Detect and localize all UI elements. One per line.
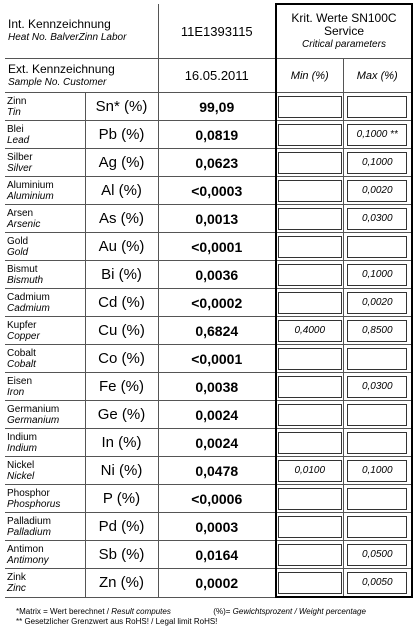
element-name-en: Bismuth	[7, 274, 44, 286]
element-max-value	[347, 348, 407, 370]
element-name-cell	[5, 513, 85, 541]
element-name-en: Silver	[7, 162, 33, 174]
element-max-cell	[343, 345, 412, 373]
header-row-internal	[5, 4, 412, 59]
element-name-de: Germanium	[7, 403, 60, 415]
element-row	[5, 457, 412, 485]
element-symbol: Co (%)	[85, 345, 158, 373]
element-min-value	[278, 488, 342, 510]
external-id-value: 16.05.2011	[158, 59, 276, 93]
element-symbol: Bi (%)	[85, 261, 158, 289]
element-measured-value: 0,0478	[158, 457, 276, 485]
header-row-external	[5, 59, 412, 93]
min-column-header: Min (%)	[276, 59, 343, 93]
element-min-value	[278, 348, 342, 370]
element-max-cell	[343, 401, 412, 429]
footnote-matrix-en: Result computes	[111, 607, 171, 616]
element-name-en: Cadmium	[7, 302, 50, 314]
element-name-de: Blei	[7, 123, 24, 135]
element-row	[5, 373, 412, 401]
internal-id-label	[5, 4, 158, 59]
element-symbol: Pb (%)	[85, 121, 158, 149]
element-measured-value: 0,0038	[158, 373, 276, 401]
element-symbol: Sn* (%)	[85, 93, 158, 121]
footnote-percent-desc: Gewichtsprozent / Weight percentage	[232, 607, 366, 616]
analysis-sheet	[5, 3, 412, 598]
element-name-en: Nickel	[7, 470, 35, 482]
element-row	[5, 261, 412, 289]
element-name-en: Copper	[7, 330, 40, 342]
element-min-cell	[276, 317, 343, 345]
element-name-cell	[5, 205, 85, 233]
element-measured-value: <0,0006	[158, 485, 276, 513]
element-max-value: 0,0020	[347, 292, 407, 314]
element-min-cell	[276, 569, 343, 598]
element-measured-value: 0,0623	[158, 149, 276, 177]
element-min-cell	[276, 93, 343, 121]
element-measured-value: 0,0002	[158, 569, 276, 598]
element-name-cell	[5, 373, 85, 401]
element-min-value	[278, 96, 342, 118]
element-symbol: Ge (%)	[85, 401, 158, 429]
composition-table	[5, 3, 413, 598]
critical-title: Krit. Werte SN100C	[291, 11, 397, 25]
element-min-value	[278, 376, 342, 398]
element-name-de: Kupfer	[7, 319, 37, 331]
element-min-value	[278, 208, 342, 230]
element-name-de: Cobalt	[7, 347, 36, 359]
element-min-cell	[276, 373, 343, 401]
element-measured-value: 0,0024	[158, 401, 276, 429]
element-min-value	[278, 432, 342, 454]
element-max-cell	[343, 429, 412, 457]
element-min-value: 0,0100	[278, 460, 342, 482]
footnote-percent-label: (%)=	[213, 607, 233, 616]
element-name-cell	[5, 429, 85, 457]
element-name-cell	[5, 261, 85, 289]
element-measured-value: 0,0013	[158, 205, 276, 233]
element-row	[5, 317, 412, 345]
critical-title-en: Critical parameters	[302, 39, 386, 50]
critical-subtitle: Service	[323, 24, 364, 38]
element-min-value	[278, 544, 342, 566]
element-row	[5, 205, 412, 233]
element-max-value: 0,0300	[347, 208, 407, 230]
footnote-rohs: ** Gesetzlicher Grenzwert aus RoHS! / Legal limit RoHS!	[16, 617, 218, 626]
element-max-value: 0,0020	[347, 180, 407, 202]
internal-id-value: 11E1393115	[158, 4, 276, 59]
element-min-cell	[276, 149, 343, 177]
element-max-value	[347, 96, 407, 118]
element-max-cell	[343, 457, 412, 485]
element-name-cell	[5, 121, 85, 149]
element-max-value	[347, 236, 407, 258]
element-max-cell	[343, 261, 412, 289]
element-row	[5, 233, 412, 261]
element-min-value	[278, 180, 342, 202]
element-row	[5, 401, 412, 429]
element-max-cell	[343, 569, 412, 598]
element-max-cell	[343, 289, 412, 317]
element-name-cell	[5, 401, 85, 429]
element-name-de: Cadmium	[7, 291, 50, 303]
element-symbol: Fe (%)	[85, 373, 158, 401]
element-min-cell	[276, 233, 343, 261]
element-max-value: 0,1000	[347, 264, 407, 286]
element-name-de: Aluminium	[7, 179, 54, 191]
element-name-de: Gold	[7, 235, 29, 247]
element-name-de: Nickel	[7, 459, 35, 471]
element-symbol: Ni (%)	[85, 457, 158, 485]
element-max-value	[347, 516, 407, 538]
element-measured-value: 0,6824	[158, 317, 276, 345]
element-min-cell	[276, 429, 343, 457]
element-min-cell	[276, 457, 343, 485]
element-max-value: 0,0300	[347, 376, 407, 398]
element-max-value: 0,0050	[347, 572, 407, 594]
element-max-cell	[343, 317, 412, 345]
element-row	[5, 513, 412, 541]
critical-parameters-header	[276, 4, 412, 59]
internal-id-label-en: Heat No. BalverZinn Labor	[8, 32, 127, 43]
element-measured-value: <0,0002	[158, 289, 276, 317]
element-name-en: Phosphorus	[7, 498, 61, 510]
element-min-cell	[276, 177, 343, 205]
element-name-cell	[5, 569, 85, 598]
element-max-value	[347, 488, 407, 510]
element-name-cell	[5, 541, 85, 569]
element-name-de: Silber	[7, 151, 33, 163]
element-measured-value: 99,09	[158, 93, 276, 121]
element-name-de: Arsen	[7, 207, 34, 219]
element-min-cell	[276, 485, 343, 513]
element-min-value	[278, 292, 342, 314]
element-name-cell	[5, 317, 85, 345]
element-symbol: In (%)	[85, 429, 158, 457]
element-min-value	[278, 264, 342, 286]
element-measured-value: 0,0036	[158, 261, 276, 289]
element-max-value: 0,8500	[347, 320, 407, 342]
element-name-en: Antimony	[7, 554, 49, 566]
element-max-cell	[343, 513, 412, 541]
element-min-value	[278, 152, 342, 174]
element-max-cell	[343, 373, 412, 401]
element-name-en: Gold	[7, 246, 29, 258]
element-row	[5, 541, 412, 569]
element-name-cell	[5, 289, 85, 317]
element-name-cell	[5, 485, 85, 513]
element-row	[5, 485, 412, 513]
element-min-cell	[276, 513, 343, 541]
element-name-de: Bismut	[7, 263, 38, 275]
footnote-matrix-de: *Matrix = Wert berechnet /	[16, 607, 112, 616]
element-min-value	[278, 572, 342, 594]
element-min-value	[278, 404, 342, 426]
element-max-value	[347, 432, 407, 454]
element-name-de: Zinn	[7, 95, 27, 107]
element-max-cell	[343, 541, 412, 569]
external-id-label	[5, 59, 158, 93]
element-max-cell	[343, 121, 412, 149]
element-measured-value: 0,0003	[158, 513, 276, 541]
element-max-value: 0,1000	[347, 152, 407, 174]
element-row	[5, 149, 412, 177]
element-name-en: Lead	[7, 134, 30, 146]
element-min-cell	[276, 345, 343, 373]
footnotes	[16, 607, 412, 627]
element-row	[5, 93, 412, 121]
element-symbol: Cu (%)	[85, 317, 158, 345]
element-symbol: As (%)	[85, 205, 158, 233]
element-row	[5, 569, 412, 598]
element-row	[5, 345, 412, 373]
element-name-de: Palladium	[7, 515, 51, 527]
element-measured-value: <0,0001	[158, 233, 276, 261]
external-id-label-en: Sample No. Customer	[8, 76, 107, 88]
element-name-de: Indium	[7, 431, 38, 443]
element-name-cell	[5, 149, 85, 177]
element-name-de: Antimon	[7, 543, 44, 555]
max-column-header: Max (%)	[343, 59, 412, 93]
element-max-value: 0,1000	[347, 460, 407, 482]
element-name-en: Aluminium	[7, 190, 54, 202]
element-max-value: 0,0500	[347, 544, 407, 566]
element-symbol: Al (%)	[85, 177, 158, 205]
external-id-label-de: Ext. Kennzeichnung	[8, 61, 115, 76]
element-name-en: Indium	[7, 442, 38, 454]
element-min-value	[278, 236, 342, 258]
element-name-en: Germanium	[7, 414, 60, 426]
element-measured-value: <0,0003	[158, 177, 276, 205]
element-name-cell	[5, 93, 85, 121]
element-name-en: Iron	[7, 386, 25, 398]
element-min-cell	[276, 289, 343, 317]
element-measured-value: 0,0819	[158, 121, 276, 149]
element-name-cell	[5, 177, 85, 205]
element-max-cell	[343, 93, 412, 121]
element-min-value: 0,4000	[278, 320, 342, 342]
element-max-value	[347, 404, 407, 426]
element-symbol: Cd (%)	[85, 289, 158, 317]
element-row	[5, 177, 412, 205]
element-measured-value: 0,0164	[158, 541, 276, 569]
element-name-en: Tin	[7, 106, 21, 118]
element-symbol: P (%)	[85, 485, 158, 513]
element-symbol: Sb (%)	[85, 541, 158, 569]
footnote-matrix	[16, 607, 412, 617]
element-min-value	[278, 124, 342, 146]
element-max-cell	[343, 233, 412, 261]
element-max-value: 0,1000 **	[347, 124, 407, 146]
element-row	[5, 289, 412, 317]
element-name-en: Cobalt	[7, 358, 36, 370]
element-row	[5, 429, 412, 457]
internal-id-label-de: Int. Kennzeichnung	[8, 17, 111, 31]
element-measured-value: 0,0024	[158, 429, 276, 457]
element-max-cell	[343, 149, 412, 177]
element-max-cell	[343, 485, 412, 513]
element-name-en: Zinc	[7, 582, 26, 594]
element-measured-value: <0,0001	[158, 345, 276, 373]
element-min-cell	[276, 261, 343, 289]
element-name-de: Eisen	[7, 375, 33, 387]
element-max-cell	[343, 205, 412, 233]
element-min-value	[278, 516, 342, 538]
element-name-en: Arsenic	[7, 218, 41, 230]
element-min-cell	[276, 205, 343, 233]
element-symbol: Pd (%)	[85, 513, 158, 541]
element-min-cell	[276, 541, 343, 569]
element-max-cell	[343, 177, 412, 205]
element-name-cell	[5, 457, 85, 485]
element-symbol: Ag (%)	[85, 149, 158, 177]
element-name-de: Zink	[7, 571, 26, 583]
element-symbol: Au (%)	[85, 233, 158, 261]
element-name-cell	[5, 345, 85, 373]
element-name-de: Phosphor	[7, 487, 50, 499]
element-min-cell	[276, 401, 343, 429]
element-name-en: Palladium	[7, 526, 51, 538]
element-name-cell	[5, 233, 85, 261]
element-min-cell	[276, 121, 343, 149]
element-row	[5, 121, 412, 149]
element-symbol: Zn (%)	[85, 569, 158, 598]
